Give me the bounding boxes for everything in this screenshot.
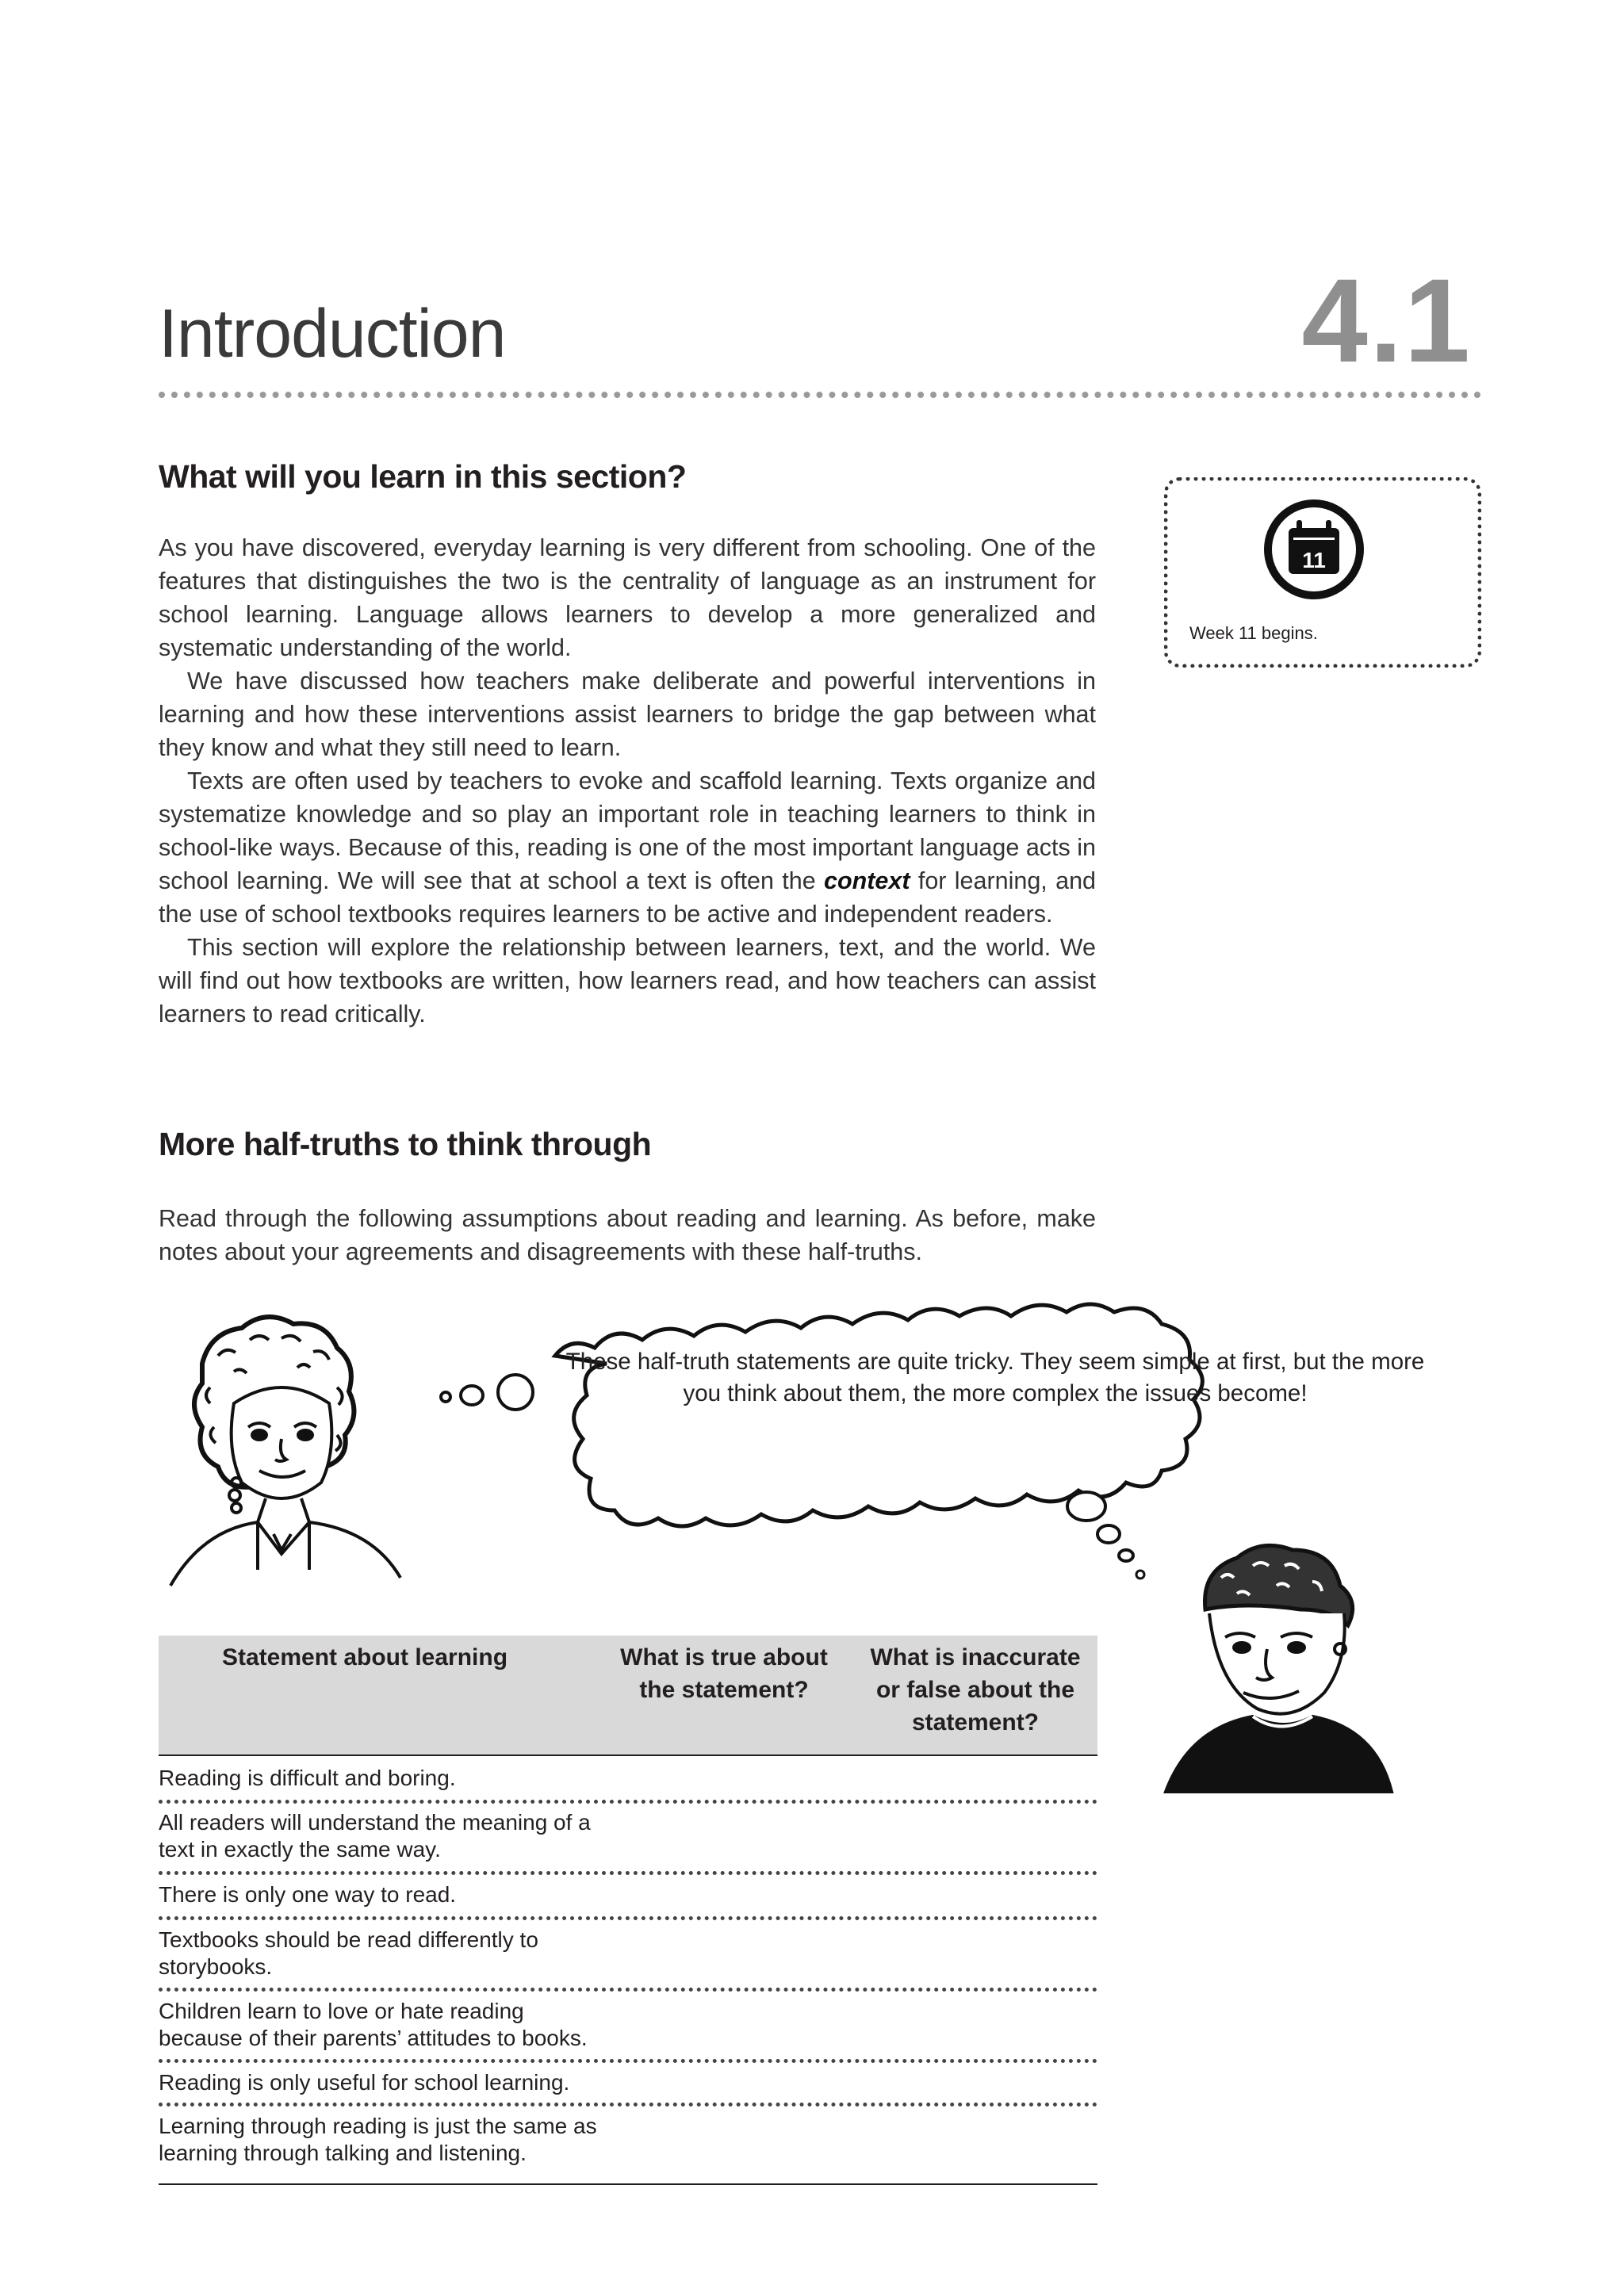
- table-row-divider: [159, 1871, 1097, 1875]
- table-bottom-rule: [159, 2183, 1097, 2185]
- speech-cloud-text: These half-truth statements are quite tricky. They seem simple at first, but the more you think about them, the more complex the issues become!: [565, 1349, 1425, 1406]
- learn-paragraph-4: This section will explore the relationship between learners, text, and the world. We will find out how textbooks are written, how learners read, and how teachers can assist learners to read critically.: [159, 934, 1096, 1027]
- calendar-icon: [1262, 498, 1365, 601]
- learn-paragraph-3-end: for learning, and the use of school textbooks requires learners to be active and independent readers.: [159, 867, 1096, 928]
- table-row: There is only one way to read.: [159, 1882, 457, 1907]
- section-number: 4.1: [1301, 254, 1472, 387]
- table-header-true: What is true about the statement?: [620, 1644, 828, 1703]
- table-row: All readers will understand the meaning of a text in exactly the same way.: [159, 1810, 591, 1862]
- table-row: Reading is only useful for school learning.: [159, 2070, 570, 2095]
- halftruths-intro: Read through the following assumptions about reading and learning. As before, make notes about your agreements and disagreements with these half-truths.: [159, 1205, 1096, 1265]
- learn-paragraph-3: [159, 764, 1096, 931]
- table-header-statement: Statement about learning: [221, 1644, 508, 1670]
- calendar-number: 11: [1302, 548, 1326, 572]
- table-row: Learning through reading is just the same as learning through talking and listening.: [159, 2114, 597, 2165]
- learn-paragraph-1: As you have discovered, everyday learning is very different from schooling. One of the features that distinguishes the two is the centrality of language as an instrument for school learning. Language allows learners to develop a more generalized and systematic understanding of the world.: [159, 534, 1096, 661]
- woman-illustration: [155, 1308, 416, 1594]
- table-header-rule: [159, 1755, 1097, 1756]
- learn-paragraph-2: We have discussed how teachers make deliberate and powerful interventions in learning and how these interventions assist learners to bridge the gap between what they know and what they still need to learn.: [159, 668, 1096, 761]
- table-row: Reading is difficult and boring.: [159, 1766, 456, 1790]
- learn-paragraph-3-start: Texts are often used by teachers to evoke and scaffold learning. Texts organize and systematize knowledge and so play an important role in teaching learners to think in school-like ways. Because of this, reading is one of the most important language acts in school learning. We will see that at school a text is often the: [159, 767, 1096, 894]
- table-row-divider: [159, 1988, 1097, 1992]
- table-row-divider: [159, 2103, 1097, 2107]
- context-emphasis: context: [824, 867, 910, 894]
- table-row-divider: [159, 2059, 1097, 2063]
- section-title: Introduction: [159, 296, 506, 372]
- week-note-text: Week 11 begins.: [1189, 623, 1318, 643]
- man-illustration: [1150, 1538, 1404, 1808]
- learn-heading: What will you learn in this section?: [159, 458, 687, 495]
- table-header-false: What is inaccurate or false about the statement?: [870, 1644, 1081, 1735]
- table-row: Textbooks should be read differently to storybooks.: [159, 1927, 538, 1979]
- table-row-divider: [159, 1916, 1097, 1920]
- halftruths-heading: More half-truths to think through: [159, 1126, 652, 1162]
- header-divider: [159, 392, 1481, 398]
- table-row-divider: [159, 1800, 1097, 1804]
- table-row: Children learn to love or hate reading because of their parents’ attitudes to books.: [159, 1999, 588, 2050]
- learn-body: [159, 531, 1096, 1031]
